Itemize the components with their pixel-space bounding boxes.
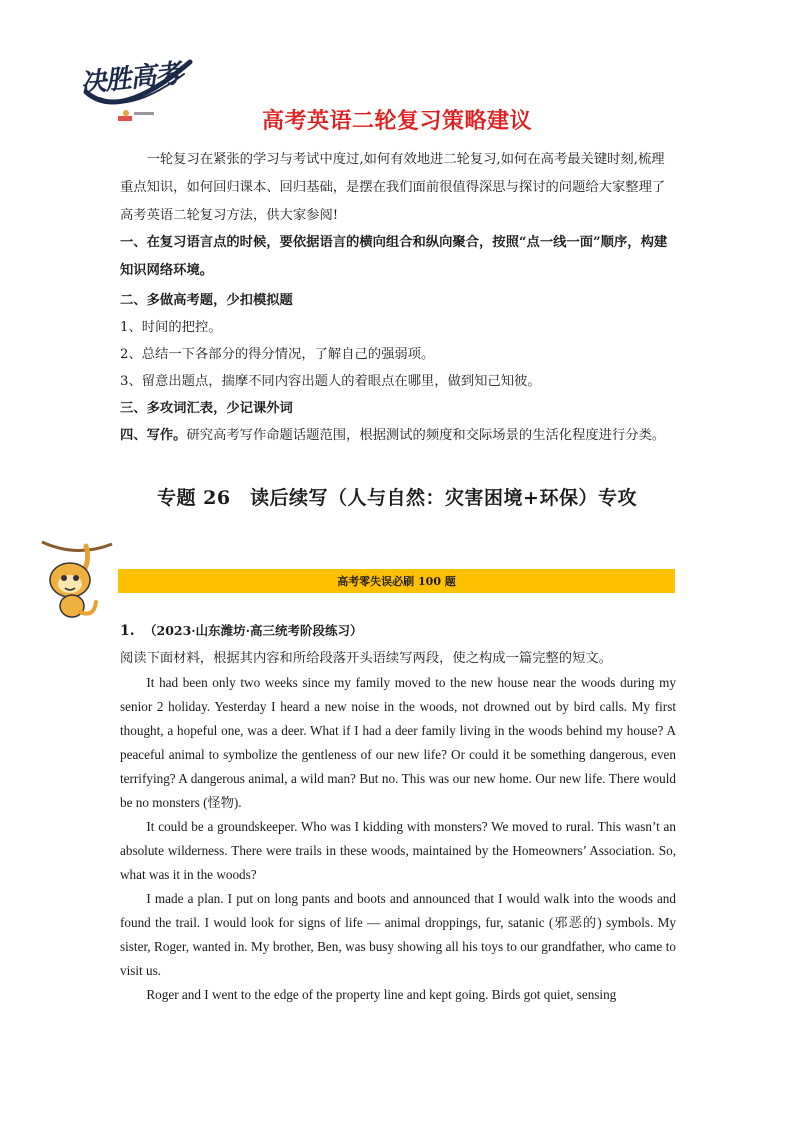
monkey-mascot-icon bbox=[40, 536, 114, 622]
point-4-text: 研究高考写作命题话题范围，根据测试的频度和交际场景的生活化程度进行分类。 bbox=[186, 428, 666, 443]
point-2: 二、多做高考题，少扣模拟题 bbox=[120, 293, 293, 308]
passage-paragraph: I made a plan. I put on long pants and boots and announced that I would walk into the woods and found the trail. I would look for signs of life — animal droppings, fur, satanic (邪恶的) symbols. My sister, Roger, wanted in. My brother, Ben, was busy showing all his toys to our grandfather, who came to visit us. bbox=[120, 891, 676, 978]
logo-text: 决胜高考 bbox=[78, 58, 182, 100]
topic-title: 专题 26 读后续写（人与自然：灾害困境+环保）专攻 bbox=[157, 487, 637, 509]
sub-point-2: 2、总结一下各部分的得分情况，了解自己的强弱项。 bbox=[120, 347, 435, 362]
point-1: 一、在复习语言点的时候，要依据语言的横向组合和纵向聚合，按照“点一线一面”顺序，构建知识网络环境。 bbox=[120, 235, 668, 278]
intro-paragraph: 一轮复习在紧张的学习与考试中度过,如何有效地进二轮复习,如何在高考最关键时刻,梳理重点知识，如何回归课本、回归基础，是摆在我们面前很值得深思与探讨的问题给大家整理了高考英语二轮复习方法，供大家参阅! bbox=[120, 152, 666, 223]
reading-passage bbox=[120, 671, 676, 1007]
topic-banner bbox=[118, 569, 675, 593]
sub-point-3: 3、留意出题点，揣摩不同内容出题人的着眼点在哪里，做到知己知彼。 bbox=[120, 374, 541, 389]
sub-point-1: 1、时间的把控。 bbox=[120, 320, 222, 335]
point-4-heading: 四、写作。 bbox=[120, 428, 187, 443]
question-instruction: 阅读下面材料，根据其内容和所给段落开头语续写两段，使之构成一篇完整的短文。 bbox=[120, 651, 612, 666]
passage-paragraph: It had been only two weeks since my family moved to the new house near the woods during my senior 2 holiday. Yesterday I heard a new noise in the woods, not drowned out by bird calls. My first thought, a hopeful one, was a deer. What if I had a deer family living in the woods behind my house? A peaceful animal to symbolize the gentleness of our new life? Or could it be something dangerous, even terrifying? A dangerous animal, a wild man? But no. This was our new home. Our new life. There would be no monsters (怪物). bbox=[120, 675, 676, 810]
point-3: 三、多攻词汇表，少记课外词 bbox=[120, 401, 293, 416]
question-number: 1. bbox=[120, 623, 135, 639]
question-source: （2023·山东潍坊·高三统考阶段练习） bbox=[144, 623, 363, 638]
point-4 bbox=[120, 424, 680, 443]
passage-paragraph: Roger and I went to the edge of the property line and kept going. Birds got quiet, sensing bbox=[146, 987, 617, 1002]
banner-text: 高考零失误必刷 100 题 bbox=[337, 575, 456, 588]
passage-paragraph: It could be a groundskeeper. Who was I kidding with monsters? We moved to rural. This wasn’t an absolute wilderness. There were trails in these woods, maintained by the Homeowners’ Association. So, what was it in the woods? bbox=[120, 819, 676, 882]
page-title: 高考英语二轮复习策略建议 bbox=[261, 109, 532, 134]
